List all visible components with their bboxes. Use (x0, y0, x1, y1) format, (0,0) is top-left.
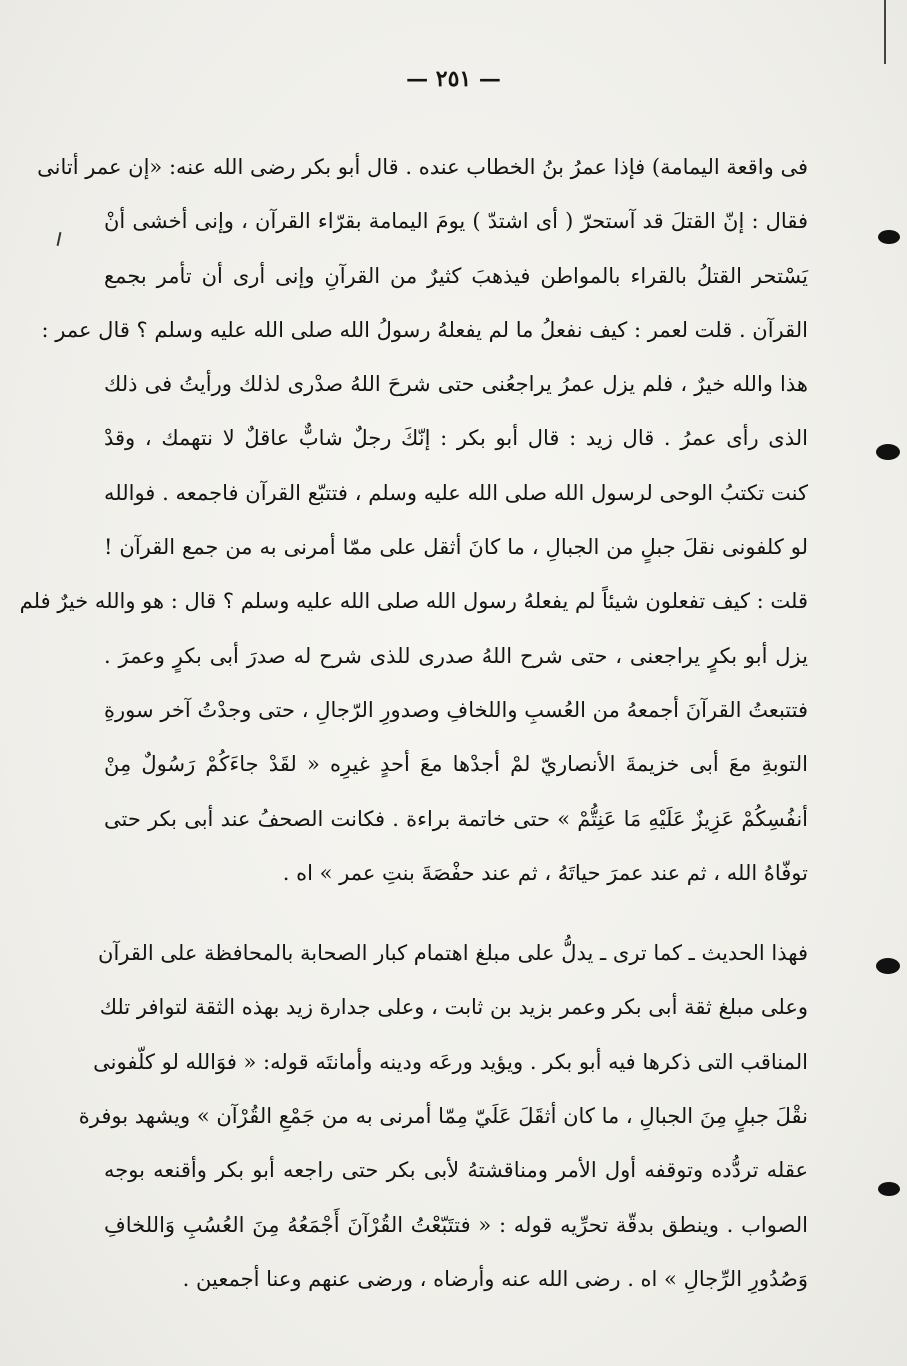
text-line: أنفُسِكُمْ عَزِيزٌ عَلَيْهِ مَا عَنِتُّمْ » حتى خاتمة براءة . فكانت الصحفُ عند أبى بكر حتى (104, 806, 808, 831)
paragraph (78, 926, 808, 1306)
scan-edge-rule (884, 0, 886, 64)
text-line: توفّاهُ الله ، ثم عند عمرَ حياتَهُ ، ثم عند حفْصَةَ بنتِ عمر » اه . (282, 860, 808, 885)
text-line: وَصُدُورِ الرِّجالِ » اه . رضى الله عنه وأرضاه ، ورضى عنهم وعنا أجمعين . (182, 1266, 808, 1291)
text-line: قلت : كيف تفعلون شيئاً لم يفعلهُ رسول الله صلى الله عليه وسلم ؟ قال : هو والله خيرٌ فلم (19, 589, 808, 614)
text-line: فتتبعتُ القرآنَ أجمعهُ من العُسبِ واللخافِ وصدورِ الرّجالِ ، حتى وجدْتُ آخر سورةِ (104, 697, 808, 722)
text-line: وعلى مبلغ ثقة أبى بكر وعمر بزيد بن ثابت ، وعلى جدارة زيد بهذه الثقة لتوافر تلك (99, 995, 808, 1020)
paragraph (19, 140, 808, 900)
text-line: نقْلَ جبلٍ مِنَ الجبالِ ، ما كان أثقَلَ عَلَيّ مِمّا أمرنى به من جَمْعِ القُرْآن » ويشهد بوفرة (78, 1104, 808, 1129)
text-line: الصواب . وينطق بدقّة تحرِّيه قوله : « فتتَبّعْتُ القُرْآنَ أَجْمَعُهُ مِنَ العُسُبِ وَاللخافِ (104, 1212, 808, 1237)
text-line: لو كلفونى نقلَ جبلٍ من الجبالِ ، ما كانَ أثقل على ممّا أمرنى به من جمع القرآن ! (104, 535, 808, 560)
punch-hole-mark (876, 444, 900, 460)
text-line: فقال : إنّ القتلَ قد آستحرّ ( أى اشتدّ ) يومَ اليمامة بقرّاء القرآن ، وإنى أخشى أنْ (104, 209, 808, 234)
punch-hole-mark (878, 230, 900, 244)
scan-mark (57, 232, 62, 246)
text-line: يزل أبو بكرٍ يراجعنى ، حتى شرح اللهُ صدرى للذى شرح له صدرَ أبى بكرٍ وعمرَ . (104, 643, 808, 668)
body-text (19, 140, 808, 1306)
text-line: القرآن . قلت لعمر : كيف نفعلُ ما لم يفعلهُ رسولُ الله صلى الله عليه وسلم ؟ قال عمر : (41, 317, 808, 342)
text-line: التوبةِ معَ أبى خزيمةَ الأنصاريّ لمْ أجدْها معَ أحدٍ غيرِه « لقَدْ جاءَكُمْ رَسُولٌ مِنْ (104, 752, 808, 777)
text-line: هذا والله خيرٌ ، فلم يزل عمرُ يراجعُنى حتى شرحَ اللهُ صدْرى لذلك ورأيتُ فى ذلك (104, 372, 808, 397)
punch-hole-mark (878, 1182, 900, 1196)
text-line: كنت تكتبُ الوحى لرسول الله صلى الله عليه وسلم ، فتتبّع القرآن فاجمعه . فوالله (104, 480, 808, 505)
text-line: فى واقعة اليمامة) فإذا عمرُ بنُ الخطاب عنده . قال أبو بكر رضى الله عنه: «إن عمر أتانى (37, 155, 808, 179)
text-line: يَسْتحر القتلُ بالقراء بالمواطن فيذهبَ كثيرٌ من القرآنِ وإنى أرى أن تأمر بجمع (104, 263, 808, 288)
page-number: — ٢٥١ — (406, 66, 501, 92)
punch-hole-mark (876, 958, 900, 974)
text-line: المناقب التى ذكرها فيه أبو بكر . ويؤيد ورعَه ودينه وأمانتَه قوله: « فوَالله لو كلّفونى (93, 1049, 808, 1074)
text-line: الذى رأى عمرُ . قال زيد : قال أبو بكر : إنّكَ رجلٌ شابٌّ عاقلٌ لا نتهمك ، وقدْ (104, 426, 808, 451)
text-line: فهذا الحديث ـ كما ترى ـ يدلُّ على مبلغ اهتمام كبار الصحابة بالمحافظة على القرآن (98, 941, 808, 966)
text-line: عقله تردُّده وتوقفه أول الأمر ومناقشتهُ لأبى بكر حتى راجعه أبو بكر وأقنعه بوجه (104, 1158, 808, 1183)
